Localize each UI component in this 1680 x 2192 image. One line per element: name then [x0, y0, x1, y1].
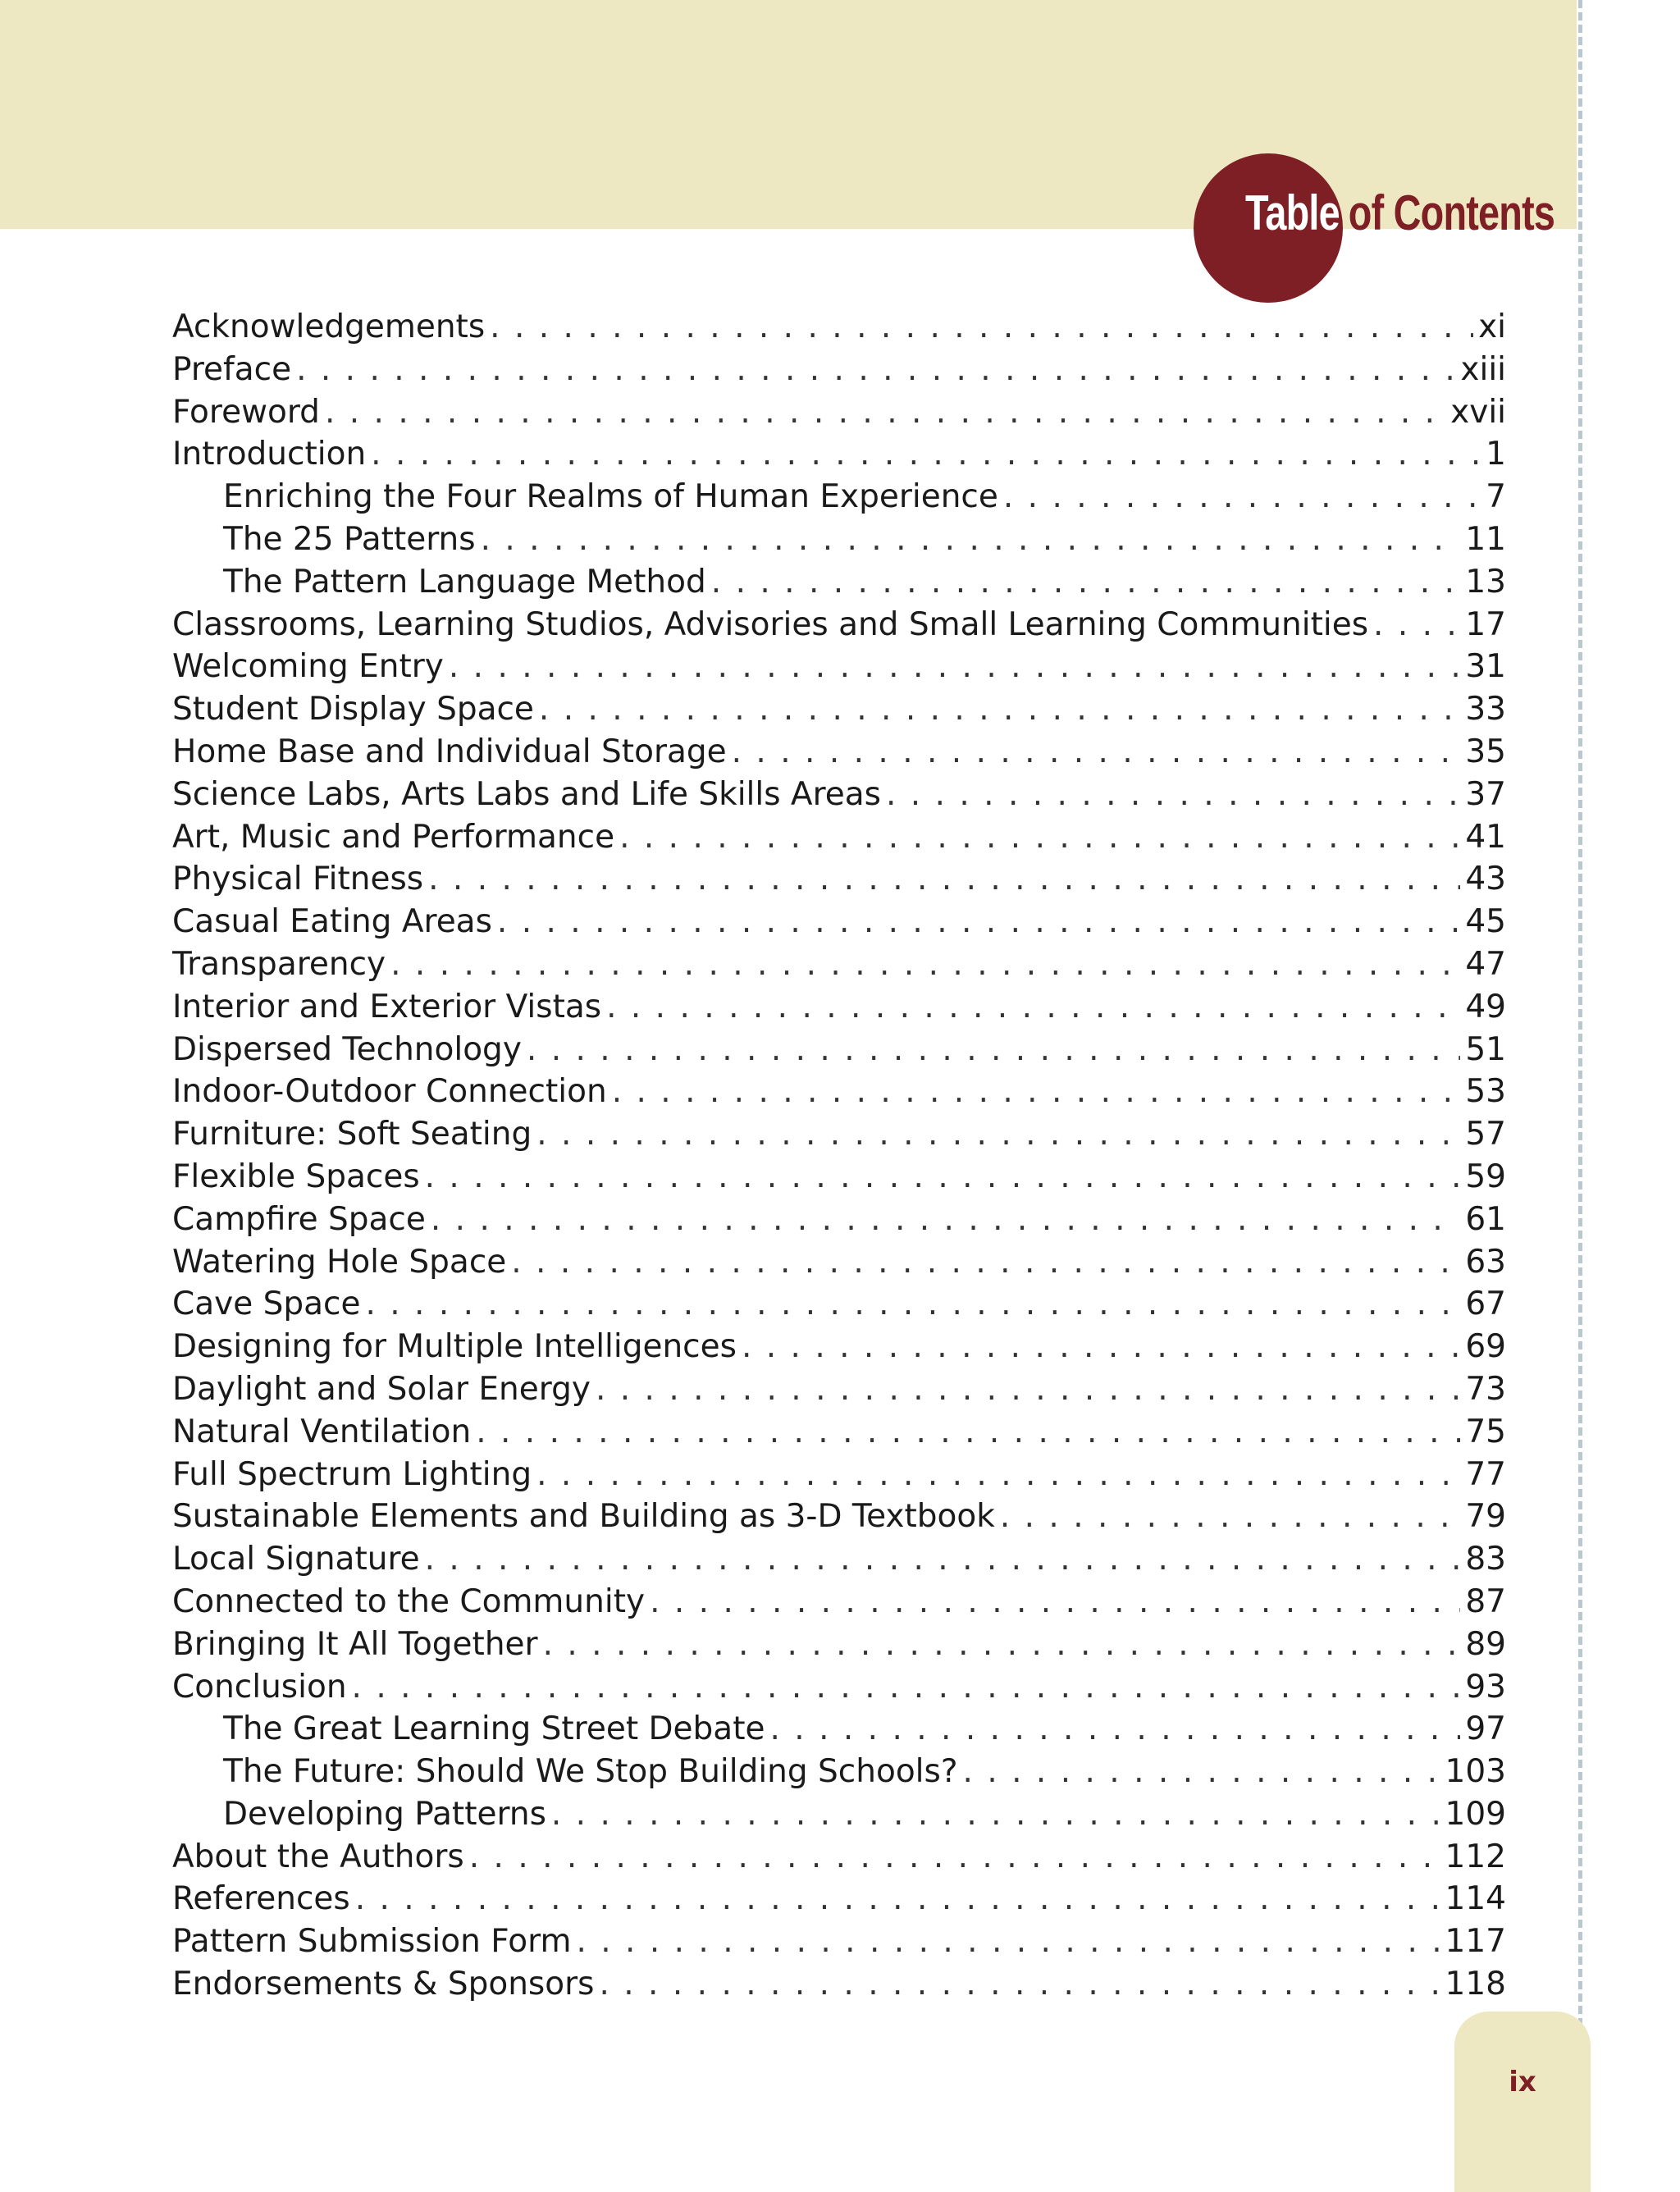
toc-entry-title: Daylight and Solar Energy — [172, 1370, 591, 1408]
toc-entry-title: Sustainable Elements and Building as 3-D Textbook — [172, 1498, 995, 1536]
toc-dot-leader — [425, 1538, 1461, 1581]
toc-dot-leader — [511, 1241, 1460, 1284]
toc-entry-title: Endorsements & Sponsors — [172, 1966, 595, 2003]
toc-entry[interactable] — [172, 1836, 1506, 1879]
toc-entry-page: xi — [1478, 308, 1506, 345]
toc-entry-page: 109 — [1445, 1795, 1506, 1833]
toc-entry-page: 45 — [1465, 903, 1506, 941]
toc-dot-leader — [490, 306, 1473, 349]
toc-dot-leader — [539, 688, 1460, 731]
toc-entry-page: 89 — [1465, 1625, 1506, 1663]
toc-entry-page: 43 — [1465, 861, 1506, 898]
toc-entry-page: 63 — [1465, 1243, 1506, 1281]
toc-entry-title: Indoor-Outdoor Connection — [172, 1073, 607, 1111]
toc-dot-leader — [431, 1199, 1461, 1241]
toc-entry[interactable] — [172, 1623, 1506, 1666]
toc-entry[interactable] — [172, 774, 1506, 816]
page-number-tab — [1454, 2012, 1591, 2192]
toc-entry-title: Connected to the Community — [172, 1582, 646, 1620]
toc-entry-title: Conclusion — [172, 1668, 347, 1706]
toc-dot-leader — [355, 1878, 1440, 1920]
toc-entry[interactable] — [172, 1496, 1506, 1538]
toc-entry-title: Classrooms, Learning Studios, Advisories and Small Learning Communities — [172, 605, 1369, 643]
toc-entry-page: 17 — [1465, 605, 1506, 643]
toc-dot-leader — [536, 1113, 1460, 1156]
toc-entry-title: Enriching the Four Realms of Human Experience — [223, 478, 998, 516]
toc-entry-page: 33 — [1465, 691, 1506, 728]
toc-dot-leader — [886, 774, 1460, 816]
toc-entry[interactable] — [172, 433, 1506, 476]
toc-entry-title: Full Spectrum Lighting — [172, 1455, 532, 1493]
toc-entry-title: Student Display Space — [172, 691, 534, 728]
toc-entry-title: Welcoming Entry — [172, 648, 444, 686]
toc-entry-title: The Pattern Language Method — [223, 563, 706, 601]
toc-dot-leader — [1000, 1496, 1461, 1538]
toc-entry-title: References — [172, 1880, 350, 1918]
toc-dot-leader — [612, 1071, 1461, 1113]
toc-entry-title: Watering Hole Space — [172, 1243, 507, 1281]
toc-dot-leader — [963, 1751, 1440, 1793]
toc-entry-title: Transparency — [172, 945, 386, 983]
toc-entry-page: 79 — [1465, 1498, 1506, 1536]
toc-entry[interactable] — [172, 1283, 1506, 1326]
toc-entry-title: Physical Fitness — [172, 861, 424, 898]
toc-entry-title: The 25 Patterns — [223, 520, 476, 558]
toc-entry[interactable] — [172, 1326, 1506, 1368]
toc-entry-page: 31 — [1465, 648, 1506, 686]
page-number: ix — [1509, 2066, 1536, 2098]
toc-dot-leader — [352, 1666, 1461, 1709]
toc-entry-title: Designing for Multiple Intelligences — [172, 1328, 737, 1366]
toc-entry-page: 117 — [1445, 1923, 1506, 1961]
toc-dot-leader — [296, 349, 1455, 391]
toc-entry-page: 51 — [1465, 1030, 1506, 1068]
toc-entry[interactable] — [172, 306, 1506, 349]
toc-entry[interactable] — [172, 1666, 1506, 1709]
toc-entry-title: Home Base and Individual Storage — [172, 733, 727, 770]
toc-entry-page: 53 — [1465, 1073, 1506, 1111]
toc-entry-page: 13 — [1465, 563, 1506, 601]
toc-dot-leader — [770, 1708, 1461, 1751]
toc-dot-leader — [476, 1411, 1460, 1454]
toc-entry[interactable] — [172, 1156, 1506, 1199]
toc-entry-page: 93 — [1465, 1668, 1506, 1706]
toc-dot-leader — [428, 858, 1460, 901]
toc-entry-title: Introduction — [172, 436, 367, 473]
toc-entry[interactable] — [172, 349, 1506, 391]
toc-dot-leader — [481, 518, 1461, 561]
toc-entry[interactable] — [172, 688, 1506, 731]
toc-entry-title: Furniture: Soft Seating — [172, 1116, 532, 1153]
toc-entry-page: 67 — [1465, 1286, 1506, 1323]
toc-entry-page: 49 — [1465, 988, 1506, 1025]
toc-dot-leader — [596, 1368, 1460, 1411]
toc-entry-page: xiii — [1460, 350, 1506, 388]
toc-entry[interactable] — [172, 1071, 1506, 1113]
toc-entry[interactable] — [172, 646, 1506, 688]
toc-dot-leader — [1003, 476, 1481, 518]
toc-dot-leader — [551, 1793, 1440, 1836]
toc-dot-leader — [576, 1920, 1440, 1963]
toc-entry[interactable] — [172, 1411, 1506, 1454]
toc-entry[interactable] — [172, 1581, 1506, 1623]
toc-entry-title: Pattern Submission Form — [172, 1923, 572, 1961]
toc-entry-page: 69 — [1465, 1328, 1506, 1366]
toc-entry-title: Developing Patterns — [223, 1795, 546, 1833]
toc-entry[interactable] — [172, 391, 1506, 434]
toc-entry-page: 61 — [1465, 1200, 1506, 1238]
toc-dot-leader — [365, 1283, 1460, 1326]
toc-entry-page: 7 — [1486, 478, 1506, 516]
toc-entry-page: 87 — [1465, 1582, 1506, 1620]
toc-entry-page: 97 — [1465, 1710, 1506, 1748]
toc-entry-title: Campfire Space — [172, 1200, 426, 1238]
toc-entry[interactable] — [172, 1751, 1506, 1793]
toc-entry[interactable] — [172, 1538, 1506, 1581]
toc-entry[interactable] — [172, 561, 1506, 604]
toc-dot-leader — [543, 1623, 1461, 1666]
toc-dot-leader — [390, 943, 1460, 986]
toc-entry[interactable] — [172, 731, 1506, 774]
toc-entry-page: 112 — [1445, 1838, 1506, 1875]
toc-entry-page: 118 — [1445, 1966, 1506, 2003]
toc-entry[interactable] — [172, 901, 1506, 943]
toc-dot-leader — [711, 561, 1461, 604]
toc-entry[interactable] — [172, 1454, 1506, 1496]
toc-entry-title: The Future: Should We Stop Building Schools? — [223, 1753, 958, 1791]
toc-dot-leader — [497, 901, 1460, 943]
toc-entry-page: 59 — [1465, 1158, 1506, 1195]
toc-entry-page: 57 — [1465, 1116, 1506, 1153]
toc-entry-page: 37 — [1465, 775, 1506, 813]
toc-dot-leader — [742, 1326, 1460, 1368]
toc-entry[interactable] — [172, 1113, 1506, 1156]
toc-entry-page: 35 — [1465, 733, 1506, 770]
toc-entry[interactable] — [172, 1368, 1506, 1411]
toc-entry-page: 73 — [1465, 1370, 1506, 1408]
page-title — [1245, 185, 1554, 258]
toc-entry-title: About the Authors — [172, 1838, 464, 1875]
toc-dot-leader — [650, 1581, 1460, 1623]
toc-entry-page: 77 — [1465, 1455, 1506, 1493]
toc-dot-leader — [606, 986, 1460, 1029]
toc-dot-leader — [325, 391, 1445, 434]
toc-entry-page: 1 — [1486, 436, 1506, 473]
toc-dot-leader — [732, 731, 1461, 774]
toc-entry-title: Cave Space — [172, 1286, 361, 1323]
toc-entry-title: Flexible Spaces — [172, 1158, 420, 1195]
toc-entry-title: Dispersed Technology — [172, 1030, 522, 1068]
toc-entry-title: Bringing It All Together — [172, 1625, 538, 1663]
toc-entry-page: 103 — [1445, 1753, 1506, 1791]
toc-entry-page: 11 — [1465, 520, 1506, 558]
toc-entry-page: 83 — [1465, 1541, 1506, 1578]
toc-entry-title: Science Labs, Arts Labs and Life Skills Areas — [172, 775, 881, 813]
toc-entry[interactable] — [172, 518, 1506, 561]
toc-dot-leader — [1373, 604, 1460, 646]
page-title-word-table: Table — [1245, 185, 1340, 240]
toc-entry-title: Local Signature — [172, 1541, 420, 1578]
toc-dot-leader — [449, 646, 1460, 688]
page-edge-dashed-border — [1578, 0, 1582, 2174]
toc-entry[interactable] — [172, 1793, 1506, 1836]
toc-entry[interactable] — [172, 943, 1506, 986]
toc-entry-title: Foreword — [172, 393, 320, 431]
toc-entry[interactable] — [172, 604, 1506, 646]
toc-dot-leader — [371, 433, 1481, 476]
toc-dot-leader — [527, 1029, 1460, 1071]
toc-entry[interactable] — [172, 1241, 1506, 1284]
toc-entry-title: Casual Eating Areas — [172, 903, 492, 941]
toc-entry-title: Natural Ventilation — [172, 1413, 472, 1450]
toc-entry[interactable] — [172, 986, 1506, 1029]
toc-entry[interactable] — [172, 1708, 1506, 1751]
toc-entry-page: 41 — [1465, 818, 1506, 856]
toc-entry[interactable] — [172, 858, 1506, 901]
toc-entry-title: Art, Music and Performance — [172, 818, 615, 856]
toc-dot-leader — [536, 1454, 1460, 1496]
toc-entry[interactable] — [172, 1920, 1506, 1963]
toc-entry-page: 47 — [1465, 945, 1506, 983]
toc-entry-title: Acknowledgements — [172, 308, 486, 345]
toc-entry-page: 114 — [1445, 1880, 1506, 1918]
page-title-word-contents: of Contents — [1348, 185, 1555, 240]
toc-dot-leader — [469, 1836, 1440, 1879]
toc-entry[interactable] — [172, 816, 1506, 859]
toc-dot-leader — [619, 816, 1460, 859]
toc-entry[interactable] — [172, 476, 1506, 518]
toc-dot-leader — [599, 1963, 1440, 2006]
toc-entry-title: Interior and Exterior Vistas — [172, 988, 602, 1025]
toc-entry[interactable] — [172, 1199, 1506, 1241]
toc-entry-title: Preface — [172, 350, 292, 388]
toc-entry[interactable] — [172, 1029, 1506, 1071]
toc-dot-leader — [425, 1156, 1461, 1199]
toc-entry-page: xvii — [1450, 393, 1506, 431]
toc-entry-title: The Great Learning Street Debate — [223, 1710, 765, 1748]
toc-entry[interactable] — [172, 1963, 1506, 2006]
toc-entry[interactable] — [172, 1878, 1506, 1920]
table-of-contents-list — [172, 306, 1506, 2006]
toc-entry-page: 75 — [1465, 1413, 1506, 1450]
